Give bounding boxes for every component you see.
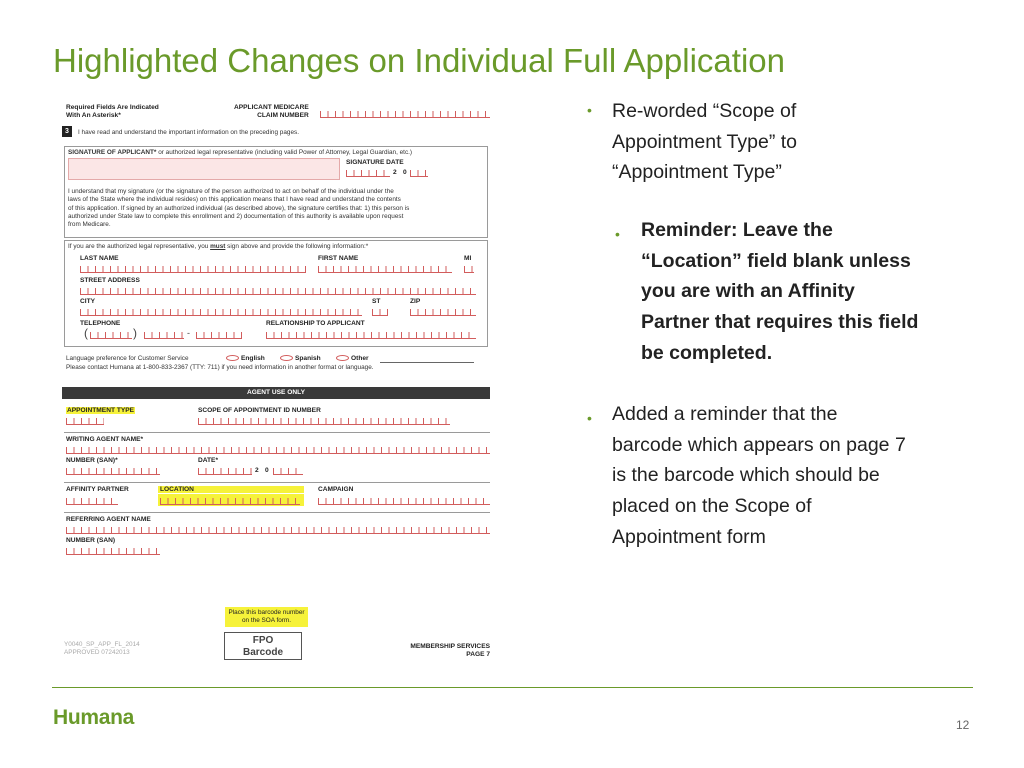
rep-first-name-label: FIRST NAME	[318, 255, 359, 262]
date-year-boxes[interactable]	[273, 468, 303, 475]
consent-paragraph: I understand that my signature (or the signature of the person authorized to act on behalf of the individual under the laws of the State where the individual resides) on this application means that I have read and understand the contents of this application. If signed by an authorized individual (as described above), the signature certifies that: 1) this person is authorized under State law to complete this enrollment and 2) documentation of this authority is available upon request from Medicare.	[68, 188, 410, 229]
bullet-dot-2: •	[615, 226, 620, 242]
referring-agent-label: REFERRING AGENT NAME	[66, 516, 151, 523]
membership-services-footer: MEMBERSHIP SERVICES PAGE 7	[410, 643, 490, 658]
affinity-partner-boxes[interactable]	[66, 498, 118, 505]
rep-street-boxes[interactable]	[80, 288, 476, 295]
appointment-type-label: APPOINTMENT TYPE	[67, 407, 135, 414]
rep-telephone-label: TELEPHONE	[80, 320, 121, 327]
date-boxes[interactable]	[198, 468, 252, 475]
representative-intro: If you are the authorized legal representative, you must sign above and provide the following information:*	[68, 243, 369, 250]
required-fields-note: Required Fields Are Indicated With An Asterisk*	[66, 104, 159, 119]
language-other-option[interactable]: Other	[336, 355, 369, 362]
number-san-2-boxes[interactable]	[66, 548, 160, 555]
step-text: I have read and understand the important information on the preceding pages.	[78, 129, 299, 136]
referring-agent-boxes[interactable]	[66, 527, 490, 534]
date-year-digit-2: 0	[265, 467, 269, 474]
language-preference-label: Language preference for Customer Service	[66, 355, 189, 362]
agent-use-only-header: AGENT USE ONLY	[62, 387, 490, 399]
campaign-label: CAMPAIGN	[318, 486, 354, 493]
scope-id-label: SCOPE OF APPOINTMENT ID NUMBER	[198, 407, 321, 414]
rep-relationship-label: RELATIONSHIP TO APPLICANT	[266, 320, 365, 327]
barcode-reminder-note: Place this barcode number on the SOA form.	[225, 607, 308, 627]
language-spanish-option[interactable]: Spanish	[280, 355, 321, 362]
signature-year-boxes[interactable]	[410, 170, 428, 177]
rep-st-boxes[interactable]	[372, 309, 388, 316]
form-code-footer: Y0040_SP_APP_FL_2014 APPROVED 07242013	[64, 641, 140, 656]
rep-street-label: STREET ADDRESS	[80, 277, 140, 284]
rep-zip-boxes[interactable]	[410, 309, 476, 316]
campaign-boxes[interactable]	[318, 498, 490, 505]
rep-relationship-boxes[interactable]	[266, 332, 476, 339]
scope-id-boxes[interactable]	[198, 418, 450, 425]
agent-divider-3	[64, 512, 490, 513]
page-number: 12	[956, 718, 970, 732]
application-form-page	[62, 100, 490, 665]
writing-agent-boxes[interactable]	[66, 447, 490, 454]
step-number-badge: 3	[62, 126, 72, 137]
contact-line: Please contact Humana at 1-800-833-2367 (TTY: 711) if you need information in another format or language.	[66, 364, 374, 371]
number-san-label: NUMBER (SAN)*	[66, 457, 118, 464]
agent-divider-1	[64, 432, 490, 433]
signature-date-label: SIGNATURE DATE	[346, 159, 404, 166]
agent-divider-2	[64, 482, 490, 483]
rep-first-name-boxes[interactable]	[318, 266, 452, 273]
rep-phone-line-boxes[interactable]	[196, 332, 242, 339]
bullet-dot-3: •	[587, 410, 592, 426]
bullet-dot-1: •	[587, 102, 592, 118]
rep-st-label: ST	[372, 298, 381, 305]
date-year-digit-1: 2	[255, 467, 259, 474]
rep-mi-box[interactable]	[464, 266, 474, 273]
date-label: DATE*	[198, 457, 219, 464]
rep-mi-label: MI	[464, 255, 472, 262]
rep-city-boxes[interactable]	[80, 309, 362, 316]
rep-city-label: CITY	[80, 298, 96, 305]
rep-last-name-boxes[interactable]	[80, 266, 306, 273]
location-boxes[interactable]	[160, 498, 300, 505]
signature-year-digit-1: 2	[393, 169, 397, 176]
affinity-partner-label: AFFINITY PARTNER	[66, 486, 129, 493]
language-english-option[interactable]: English	[226, 355, 265, 362]
bullet-2: Reminder: Leave the “Location” field blank unless you are with an Affinity Partner that requires this field be completed.	[641, 219, 919, 364]
fpo-barcode-box: FPO Barcode	[224, 632, 302, 660]
appointment-type-boxes[interactable]	[66, 418, 104, 425]
bullet-1: Re-worded “Scope of Appointment Type” to “Appointment Type”	[612, 100, 798, 184]
humana-logo: Humana	[53, 706, 135, 729]
rep-last-name-label: LAST NAME	[80, 255, 119, 262]
signature-date-boxes[interactable]	[346, 170, 390, 177]
claim-number-boxes[interactable]	[320, 111, 490, 118]
language-other-line	[380, 362, 474, 363]
writing-agent-label: WRITING AGENT NAME*	[66, 436, 144, 443]
phone-paren-close: )	[133, 326, 137, 340]
signature-year-digit-2: 0	[403, 169, 407, 176]
claim-number-label: APPLICANT MEDICARE CLAIM NUMBER	[234, 104, 309, 119]
phone-paren-open: (	[84, 326, 88, 340]
rep-phone-prefix-boxes[interactable]	[144, 332, 184, 339]
location-label: LOCATION	[158, 486, 304, 493]
bullet-3: Added a reminder that the barcode which appears on page 7 is the barcode which should be placed on the Scope of Appointment form	[612, 403, 906, 548]
slide-title: Highlighted Changes on Individual Full Application	[53, 42, 785, 79]
rep-zip-label: ZIP	[410, 298, 421, 305]
signature-label-line: SIGNATURE OF APPLICANT* or authorized legal representative (including valid Power of Attorney, Legal Guardian, etc.)	[68, 149, 413, 156]
number-san-boxes[interactable]	[66, 468, 160, 475]
number-san-2-label: NUMBER (SAN)	[66, 537, 116, 544]
phone-dash: -	[187, 328, 190, 338]
rep-area-code-boxes[interactable]	[90, 332, 132, 339]
signature-field[interactable]	[68, 158, 340, 180]
footer-divider	[52, 687, 973, 688]
